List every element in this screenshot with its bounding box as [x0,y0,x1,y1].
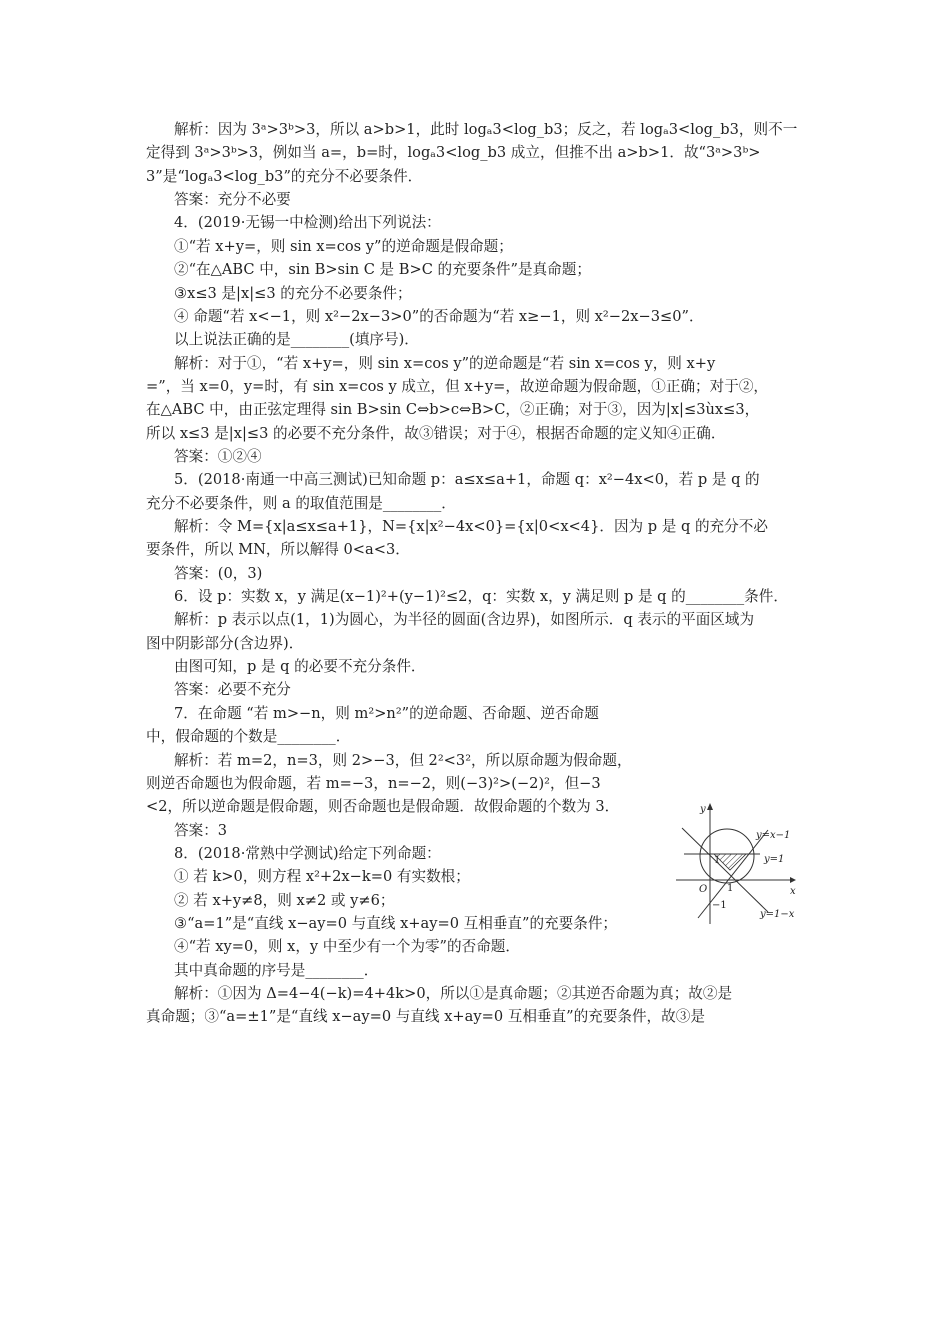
line2-label: y=1 [764,854,785,865]
text-line: 所以 x≤3 是|x|≤3 的必要不充分条件，故③错误；对于④，根据否命题的定义知④正确． [146,424,726,442]
text-line: 解析：令 M={x|a≤x≤a+1}，N={x|x²−4x<0}={x|0<x<4}．因为 p 是 q 的充分不必 [174,518,768,535]
text-line: ④ 命题“若 x<−1，则 x²−2x−3>0”的否命题为“若 x≥−1，则 x²−2x−3≤0”． [174,307,704,325]
text-line: 答案：3 [174,821,228,839]
text-line: <2，所以逆命题是假命题，则否命题也是假命题．故假命题的个数为 3． [146,798,620,816]
text-line: 充分不必要条件，则 a 的取值范围是________． [146,494,456,512]
text-line: 6．设 p：实数 x，y 满足(x−1)²+(y−1)²≤2，q：实数 x，y 满足则 p 是 q 的________条件． [174,588,788,605]
text-line: 要条件，所以 MN，所以解得 0<a<3． [146,541,410,559]
tick-label-1: 1 [714,855,721,866]
text-line: 在△ABC 中，由正弦定理得 sin B>sin C⇔b>c⇔B>C，②正确；对于③，因为|x|≤3ùx≤3， [146,401,760,419]
tick-label-x-1: 1 [727,883,734,894]
text-line: ③x≤3 是|x|≤3 的充分不必要条件； [174,284,412,302]
x-axis-arrow-icon [790,877,796,883]
text-line: 以上说法正确的是________(填序号)． [174,331,419,349]
text-line: 解析：p 表示以点(1，1)为圆心，为半径的圆面(含边界)，如图所示．q 表示的平面区域为 [174,611,755,629]
text-line: ② 若 x+y≠8，则 x≠2 或 y≠6； [174,891,395,909]
y-axis-arrow-icon [707,803,713,810]
text-line: 则逆否命题也为假命题，若 m=−3，n=−2，则(−3)²>(−2)²，但−3 [146,774,601,792]
text-line: 解析：对于①，“若 x+y=，则 sin x=cos y”的逆命题是“若 sin x=cos y，则 x+y [174,354,716,372]
line1-label: y=x−1 [756,830,791,841]
x-axis-label: x [790,886,796,897]
text-line: 答案：必要不充分 [174,681,291,699]
text-line: ① 若 k>0，则方程 x²+2x−k=0 有实数根； [174,868,470,886]
text-line: 3”是“logₐ3<log_b3”的充分不必要条件． [146,167,423,185]
text-line: 由图可知，p 是 q 的必要不充分条件． [174,658,426,676]
text-line: 中，假命题的个数是________． [146,728,351,746]
text-line: 5．(2018·南通一中高三测试)已知命题 p：a≤x≤a+1，命题 q：x²−4x<0，若 p 是 q 的 [174,471,760,489]
coordinate-figure [672,800,802,928]
text-line: ③“a=1”是“直线 x−ay=0 与直线 x+ay=0 互相垂直”的充要条件； [174,914,618,932]
text-line: 8．(2018·常熟中学测试)给定下列命题： [174,844,441,862]
text-line: 解析：①因为 Δ=4−4(−k)=4+4k>0，所以①是真命题；②其逆否命题为真；故②是 [174,985,733,1002]
y-axis-label: y [700,804,706,815]
text-line: =”，当 x=0，y=时，有 sin x=cos y 成立，但 x+y=，故逆命题为假命题，①正确；对于②， [146,377,769,395]
text-line: 图中阴影部分(含边界)． [146,634,304,652]
text-line: ②“在△ABC 中，sin B>sin C 是 B>C 的充要条件”是真命题； [174,261,591,279]
text-line: 答案：充分不必要 [174,191,291,209]
tick-label-neg1: −1 [712,900,727,911]
text-line: 4．(2019·无锡一中检测)给出下列说法： [174,214,441,232]
line3-label: y=1−x [760,909,795,920]
text-line: 解析：若 m=2，n=3，则 2>−3，但 2²<3²，所以原命题为假命题， [174,751,632,769]
text-line: 7．在命题 “若 m>−n，则 m²>n²”的逆命题、否命题、逆否命题 [174,704,599,722]
text-line: ①“若 x+y=，则 sin x=cos y”的逆命题是假命题； [174,237,513,255]
text-line: 真命题；③“a=±1”是“直线 x−ay=0 与直线 x+ay=0 互相垂直”的充要条件，故③是 [146,1008,705,1026]
text-line: 定得到 3ᵃ>3ᵇ>3，例如当 a=，b=时，logₐ3<log_b3 成立，但推不出 a>b>1．故“3ᵃ>3ᵇ> [146,144,761,162]
text-line: 答案：①②④ [174,447,262,465]
line-y-equals-x-minus-1 [698,830,768,918]
text-line: 其中真命题的序号是________． [174,961,379,979]
circle-region-diagram [672,800,802,928]
text-line: 答案：(0，3) [174,564,263,582]
text-line: ④“若 xy=0，则 x，y 中至少有一个为零”的否命题． [174,938,520,956]
text-line: 解析：因为 3ᵃ>3ᵇ>3，所以 a>b>1，此时 logₐ3<log_b3；反之，若 logₐ3<log_b3，则不一 [174,121,798,138]
origin-label: O [699,884,708,895]
